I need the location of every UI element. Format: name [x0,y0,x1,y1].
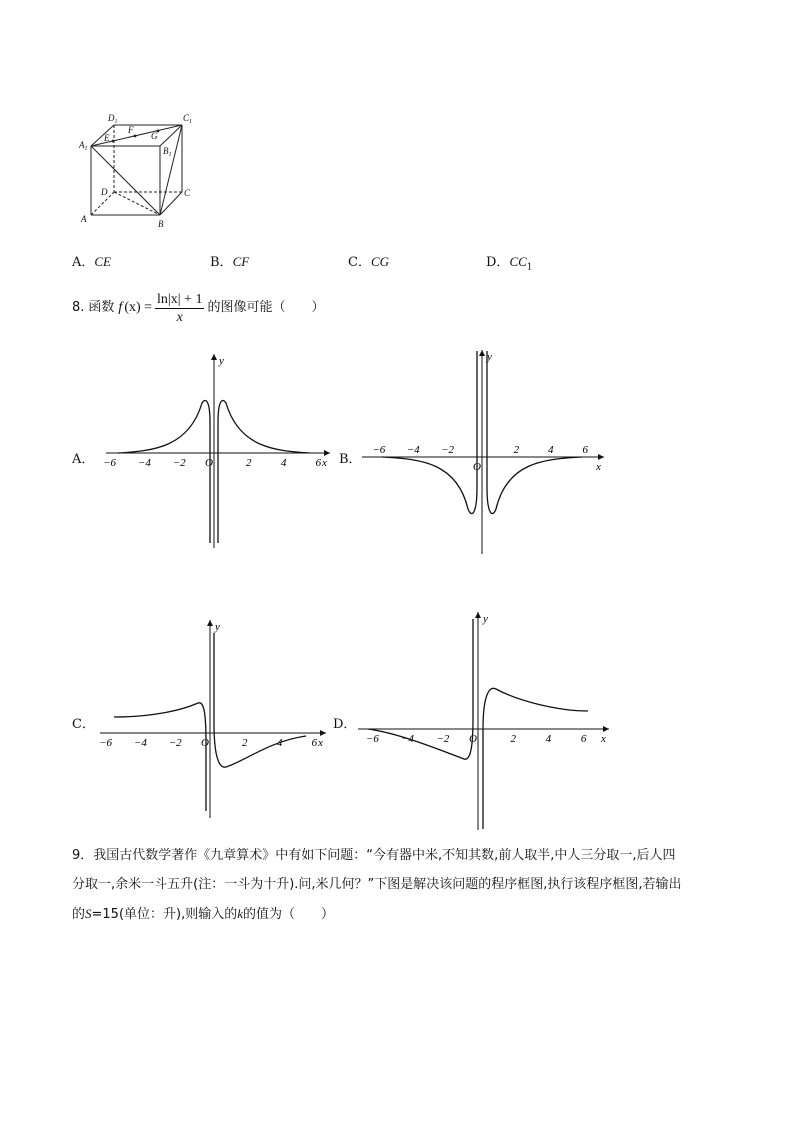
tick-label: 6 [315,457,322,469]
curve-left-branch [114,703,206,811]
tick-label: −2 [441,444,455,456]
tick-label: −4 [401,733,415,745]
x-axis-label: x [322,457,327,469]
y-axis-arrow-icon [207,620,213,626]
tick-label: −6 [372,444,386,456]
label-F: F [128,125,134,135]
graph-b[interactable] [357,346,612,561]
curve-left-branch [365,619,473,759]
y-axis-arrow-icon [211,354,217,360]
q8-fraction [155,291,204,326]
q8-statement [72,288,324,328]
q7-option-a[interactable] [72,251,111,270]
graph-a[interactable] [98,352,338,552]
label-A: A [81,214,87,224]
tick-label: 4 [545,733,552,745]
graph-option-b-letter[interactable]: B． [339,452,362,467]
tick-label: 6 [311,737,318,749]
label-A1: $A_1$ [79,140,88,152]
origin-label: O [205,457,213,469]
q8-numerator: ln|x| + 1 [157,291,203,307]
tick-label: 4 [280,457,287,469]
q9-var-k: k [237,906,244,921]
q9-line-1: 9．我国古代数学著作《九章算术》中有如下问题：“今有器中米,不知其数,前人取半,中人三分取一,后人四 [72,848,676,863]
curve-right-branch [487,351,582,514]
tick-label: 2 [246,457,252,469]
label-E: E [104,133,110,143]
curve-left-branch [118,400,210,543]
x-axis-arrow-icon [603,726,609,732]
graph-c[interactable] [94,612,334,822]
tick-label: 4 [276,737,283,749]
origin-label: O [473,461,481,473]
option-subscript: 1 [526,262,533,273]
x-axis-label: x [318,737,323,749]
x-axis-arrow-icon [320,730,326,736]
q9-line-2: 分取一,余米一斗五升(注：一斗为十升).问,米几何？”下图是解决该问题的程序框图,执行该程序框图,若输出 [72,877,682,892]
y-axis-arrow-icon [475,612,481,618]
y-axis-label: y [219,355,224,367]
y-axis-label: y [487,351,492,363]
y-axis-arrow-icon [479,350,485,356]
tick-label: −2 [168,737,182,749]
tick-label: −4 [137,457,151,469]
curve-right-branch [483,688,588,829]
x-axis-arrow-icon [324,450,330,456]
graph-option-c-letter[interactable]: C． [72,717,95,732]
q7-option-d[interactable] [486,251,533,273]
tick-label: 6 [580,733,587,745]
q7-option-c[interactable] [348,251,389,270]
q9-var-s: S [85,906,92,921]
tick-label: 2 [242,737,248,749]
q8-denominator: x [176,309,183,325]
q9-line-3-b: =15(单位：升),则输入的 [91,907,238,922]
q8-prefix: 函数 [88,300,115,315]
tick-label: 4 [548,444,554,456]
q9-line-3-c: 的值为（ ） [243,907,335,922]
q8-func-lhs: f [118,300,123,315]
q7-option-b[interactable] [210,251,249,270]
curve-left-branch [382,351,477,514]
option-letter: B． [210,255,233,270]
tick-label: −6 [103,457,117,469]
label-C: C [184,188,191,198]
q8-number: 8. [72,300,85,315]
cube-figure [72,108,202,233]
label-D: D [101,187,108,197]
y-axis-label: y [483,613,488,625]
label-B: B [158,219,164,229]
x-axis-label: x [601,733,606,745]
origin-label: O [201,737,209,749]
label-C1: $C_1$ [183,113,193,125]
tick-label: −6 [365,733,379,745]
option-letter: C． [348,255,371,270]
graph-d[interactable] [352,602,617,834]
q8-suffix: 的图像可能（ ） [207,300,325,315]
label-B1: $B_1$ [163,146,172,158]
q9-line-3 [72,904,334,925]
tick-label: −2 [436,733,450,745]
tick-label: −4 [406,444,420,456]
graph-option-a-letter[interactable]: A． [72,452,95,467]
origin-label: O [469,733,477,745]
y-axis-label: y [215,621,220,633]
x-axis-label: x [596,461,601,473]
option-text: CC [509,254,527,269]
tick-label: 2 [513,444,520,456]
x-axis-arrow-icon [598,454,604,460]
option-text: CE [94,254,112,269]
option-text: CG [370,254,390,269]
option-letter: D． [486,255,510,270]
tick-label: 6 [582,444,588,456]
curve-right-branch [218,400,310,543]
tick-label: −4 [133,737,147,749]
q9-line-3-a: 的 [72,907,86,922]
q8-func-var: (x) = [124,300,153,315]
label-D1: $D_1$ [108,113,118,125]
tick-label: −2 [172,457,186,469]
curve-right-branch [214,633,306,767]
label-G: G [151,131,158,141]
option-text: CF [232,254,250,269]
option-letter: A． [72,255,95,270]
graph-option-d-letter[interactable]: D． [333,717,357,732]
tick-label: 2 [510,733,516,745]
tick-label: −6 [99,737,113,749]
